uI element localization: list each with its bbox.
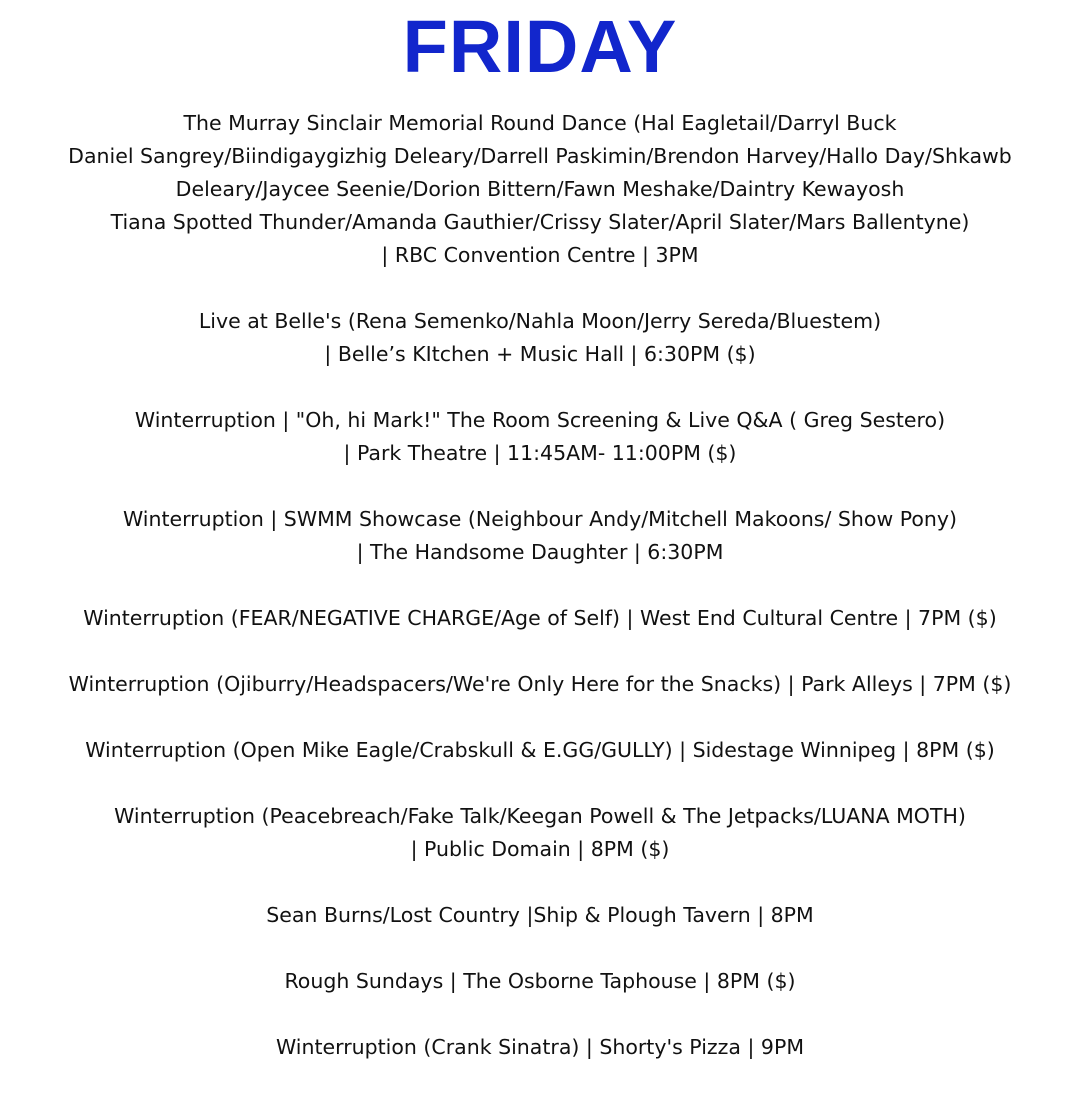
page-title: FRIDAY [402,5,678,88]
event-line: Deleary/Jaycee Seenie/Dorion Bittern/Fawn Meshake/Daintry Kewayosh [175,177,905,201]
event-item [0,602,1080,635]
event-line: Tiana Spotted Thunder/Amanda Gauthier/Crissy Slater/April Slater/Mars Ballentyne) [110,210,970,234]
event-item [0,305,1080,371]
event-item [0,734,1080,767]
event-item [0,404,1080,470]
event-line: | The Handsome Daughter | 6:30PM [356,540,724,564]
event-line: | RBC Convention Centre | 3PM [381,243,699,267]
event-item [0,1031,1080,1064]
event-line: Rough Sundays | The Osborne Taphouse | 8PM ($) [284,969,796,993]
event-line: | Belle’s KItchen + Music Hall | 6:30PM ($) [324,342,756,366]
event-item [0,800,1080,866]
event-line: Daniel Sangrey/Biindigaygizhig Deleary/Darrell Paskimin/Brendon Harvey/Hallo Day/Shkawb [68,144,1012,168]
event-line: The Murray Sinclair Memorial Round Dance (Hal Eagletail/Darryl Buck [183,111,897,135]
event-line: Winterruption (Crank Sinatra) | Shorty's Pizza | 9PM [275,1035,805,1059]
event-item [0,503,1080,569]
event-item [0,899,1080,932]
event-line: | Public Domain | 8PM ($) [410,837,670,861]
event-item [0,668,1080,701]
event-line: | Park Theatre | 11:45AM- 11:00PM ($) [343,441,737,465]
event-item [0,965,1080,998]
event-line: Winterruption (FEAR/NEGATIVE CHARGE/Age of Self) | West End Cultural Centre | 7PM ($) [83,606,997,630]
event-line: Live at Belle's (Rena Semenko/Nahla Moon/Jerry Sereda/Bluestem) [198,309,882,333]
event-line: Sean Burns/Lost Country |Ship & Plough Tavern | 8PM [266,903,814,927]
event-line: Winterruption (Open Mike Eagle/Crabskull & E.GG/GULLY) | Sidestage Winnipeg | 8PM ($) [85,738,995,762]
event-line: Winterruption (Ojiburry/Headspacers/We're Only Here for the Snacks) | Park Alleys | 7PM ($) [68,672,1012,696]
event-list [0,107,1080,1097]
event-line: Winterruption (Peacebreach/Fake Talk/Keegan Powell & The Jetpacks/LUANA MOTH) [114,804,966,828]
event-line: Winterruption | SWMM Showcase (Neighbour Andy/Mitchell Makoons/ Show Pony) [122,507,958,531]
event-item [0,107,1080,272]
event-line: Winterruption | "Oh, hi Mark!" The Room Screening & Live Q&A ( Greg Sestero) [134,408,946,432]
